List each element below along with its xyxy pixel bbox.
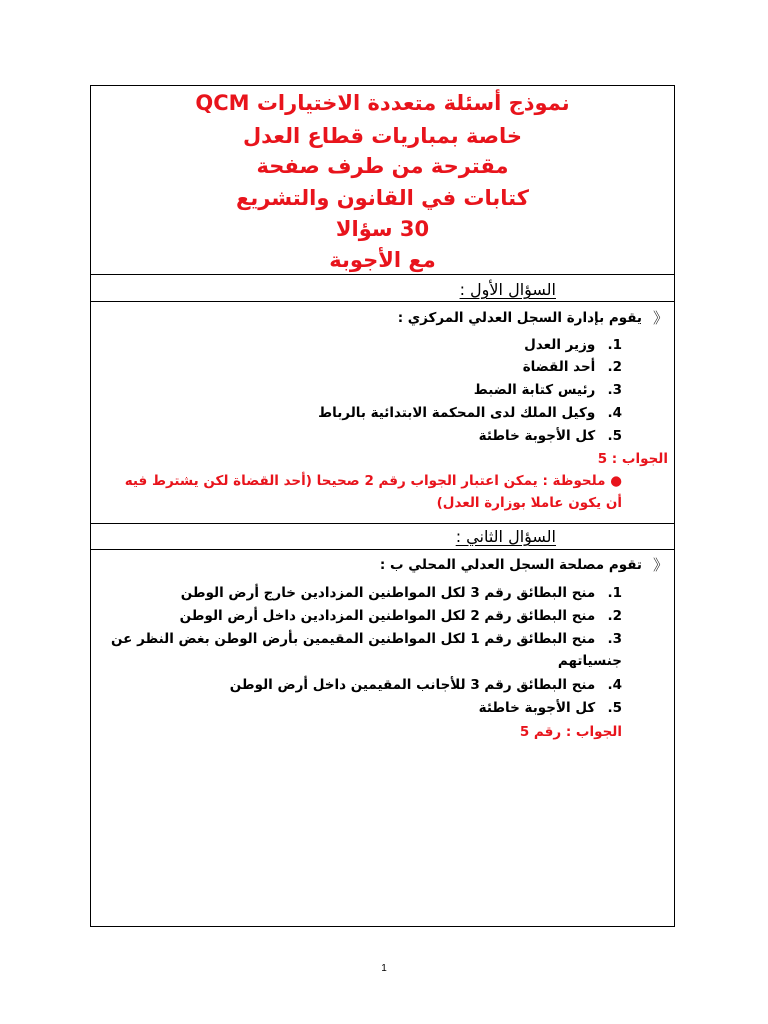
title-line-6: مع الأجوبة (329, 248, 436, 272)
question-1-note (97, 470, 622, 514)
title-line-4: كتابات في القانون والتشريع (236, 186, 529, 210)
question-1-option (524, 336, 622, 354)
option-number: 2. (607, 359, 622, 375)
option-number: 1. (607, 337, 622, 353)
question-2-option (180, 607, 622, 625)
question-2-heading: السؤال الثاني : (455, 527, 556, 546)
option-text: وكيل الملك لدى المحكمة الابتدائية بالرباط (318, 405, 596, 421)
question-2-stem-text: تقوم مصلحة السجل العدلي المحلي ب : (379, 557, 642, 573)
option-text: وزير العدل (524, 337, 596, 353)
option-number: 5. (607, 428, 622, 444)
document-frame (90, 85, 675, 927)
note-line-2: أن يكون عاملا بوزارة العدل) (436, 495, 622, 511)
option-text: كل الأجوبة خاطئة (478, 428, 596, 444)
option-number: 2. (607, 608, 622, 624)
question-1-option (474, 381, 622, 399)
option-text: رئيس كتابة الضبط (473, 382, 596, 398)
question-1-option (318, 404, 622, 422)
chevron-icon: 《 (652, 309, 668, 327)
title-line-2: خاصة بمباريات قطاع العدل (242, 124, 523, 148)
separator (91, 301, 674, 302)
question-1-option (523, 358, 622, 376)
option-text: منح البطائق رقم 1 لكل المواطنين المقيمين بأرض الوطن بغض النظر عن (111, 631, 596, 647)
title-line-3: مقترحة من طرف صفحة (256, 154, 509, 178)
option-text: أحد القضاة (522, 359, 596, 375)
option-text: منح البطائق رقم 3 لكل المواطنين المزدادين خارج أرض الوطن (180, 585, 596, 601)
option-number: 4. (607, 405, 622, 421)
option-text: كل الأجوبة خاطئة (478, 700, 596, 716)
title-line-5: 30 سؤالا (335, 217, 430, 241)
title-line-1: نموذج أسئلة متعددة الاختيارات QCM (195, 91, 570, 115)
question-2-option-continuation: جنسياتهم (557, 653, 622, 669)
page-number: 1 (381, 963, 387, 974)
option-number: 3. (607, 631, 622, 647)
option-number: 1. (607, 585, 622, 601)
question-2-answer: الجواب : رقم 5 (519, 724, 622, 740)
question-2-option (181, 584, 622, 602)
option-number: 5. (607, 700, 622, 716)
question-1-option (479, 427, 622, 445)
question-2-option (479, 699, 622, 717)
note-line-1: ● ملحوظة : يمكن اعتبار الجواب رقم 2 صحيحا (أحد القضاة لكن يشترط فيه (124, 473, 622, 489)
separator (91, 274, 674, 275)
title-block (91, 86, 674, 274)
option-text: منح البطائق رقم 3 للأجانب المقيمين داخل أرض الوطن (229, 677, 596, 693)
separator (91, 549, 674, 550)
question-2-option (97, 630, 622, 648)
option-number: 4. (607, 677, 622, 693)
chevron-icon: 《 (652, 556, 668, 574)
separator (91, 523, 674, 524)
option-text: منح البطائق رقم 2 لكل المواطنين المزدادين داخل أرض الوطن (179, 608, 596, 624)
question-1-stem-text: يقوم بإدارة السجل العدلي المركزي : (397, 310, 642, 326)
question-2-option (230, 676, 622, 694)
option-number: 3. (607, 382, 622, 398)
question-1-heading: السؤال الأول : (459, 280, 556, 299)
question-1-answer: الجواب : 5 (597, 451, 668, 467)
